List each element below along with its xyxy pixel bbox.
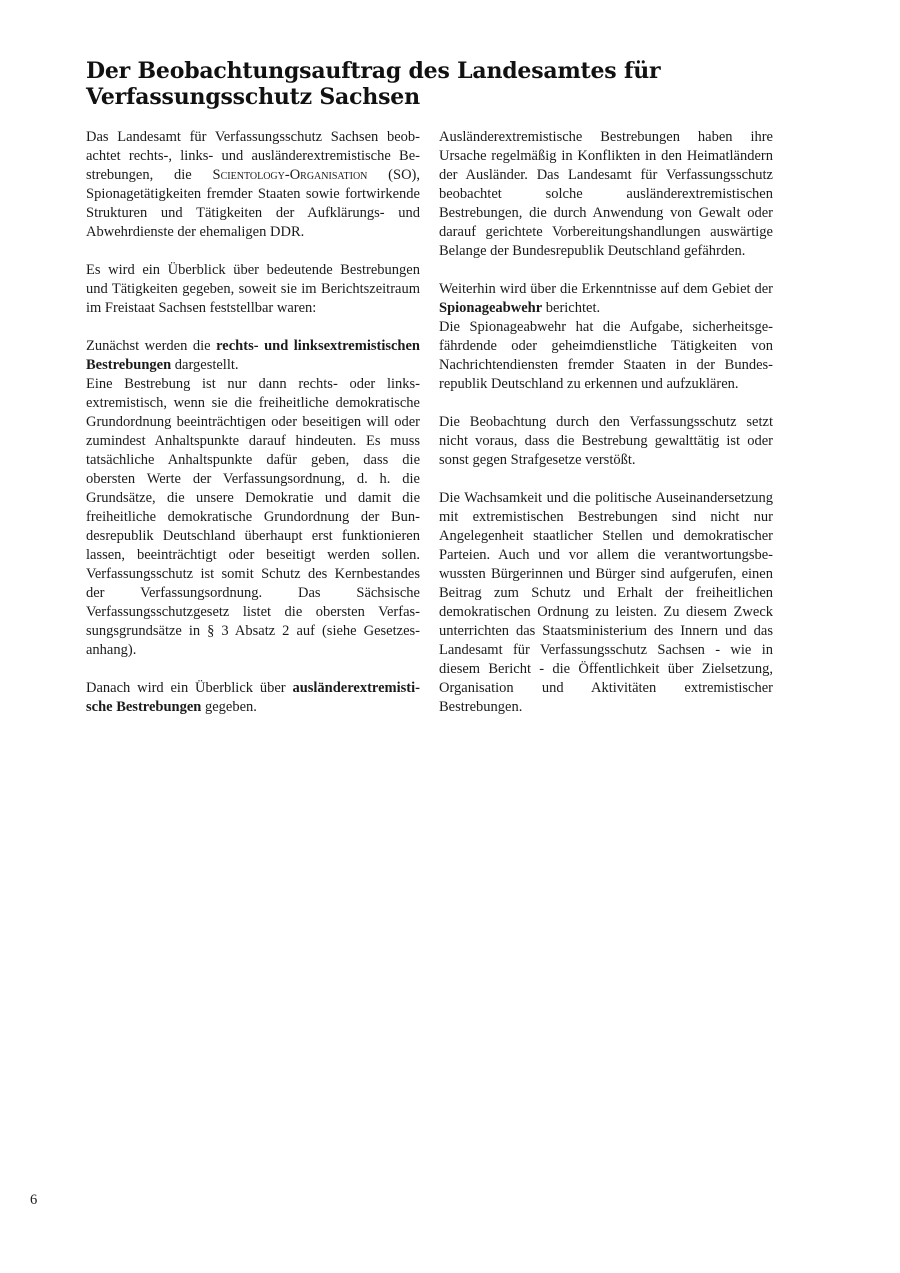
bold-term: Spionageabwehr <box>439 300 543 316</box>
page-title-line-1: Der Beobachtungsauftrag des Landesamtes für <box>86 58 661 84</box>
page-title-line-2: Verfassungsschutz Sachsen <box>86 84 420 110</box>
bold-term: ausländerextremistische Bestrebungen <box>86 680 420 715</box>
bold-term: rechts- und linksextremistischen Bestrebungen <box>86 338 420 373</box>
paragraph-foreign-extremism-causes: Ausländerextremistische Bestrebungen haben ihre Ursache regelmäßig in Konflikten in den Heimatländern der Ausländer. Das Landesamt für Verfassungsschutz beobachtet solche ausländerextremistischen Bestrebungen, die durch Anwendung von Gewalt oder darauf gerichtete Vorbereitungshandlungen auswärtige Belange der Bundesrepublik Deutschland gefährden. <box>439 129 773 259</box>
paragraph-counterespionage-task: Die Spionageabwehr hat die Aufgabe, sicherheitsgefährdende oder geheimdienstliche Tätigkeiten von Nachrichtendiensten fremder Staaten in der Bundesrepublik Deutschland zu erkennen und aufzuklären. <box>439 319 773 392</box>
left-column <box>86 128 420 736</box>
paragraph-right-left-extremism <box>86 337 420 375</box>
text-fragment: gegeben. <box>201 699 257 715</box>
text-fragment: Das Landesamt für Verfassungsschutz Sachsen beobachtet rechts-, links- und ausländerextremistische Bestrebungen, die <box>86 129 420 183</box>
scientology-term: Scientology-Organisation <box>212 167 368 183</box>
paragraph-overview: Es wird ein Überblick über bedeutende Bestrebungen und Tätigkeiten gegeben, soweit sie im Berichtszeitraum im Freistaat Sachsen feststellbar waren: <box>86 262 420 316</box>
text-fragment: dargestellt. <box>171 357 239 373</box>
page-title <box>86 58 786 110</box>
page-number: 6 <box>30 1192 38 1208</box>
right-column <box>439 128 773 736</box>
text-fragment: berichtet. <box>542 300 601 316</box>
text-fragment: Weiterhin wird über die Erkenntnisse auf dem Gebiet der <box>439 281 773 297</box>
paragraph-foreign-extremism <box>86 679 420 717</box>
paragraph-observation-scope <box>86 128 420 242</box>
text-fragment: Zunächst werden die <box>86 338 217 354</box>
paragraph-counterespionage <box>439 280 773 318</box>
paragraph-vigilance: Die Wachsamkeit und die politische Auseinandersetzung mit extremistischen Bestrebungen sind nicht nur Angelegenheit staatlicher Stellen und demokratischer Parteien. Auch und vor allem die verantwortungsbewussten Bürgerinnen und Bürger sind aufgerufen, einen Beitrag zum Schutz und Erhalt der freiheitlichen demokratischen Ordnung zu leisten. Zu diesem Zweck unterrichten das Staatsministerium des Innern und das Landesamt für Verfassungsschutz Sachsen - wie in diesem Bericht - die Öffentlichkeit über Zielsetzung, Organisation und Aktivitäten extremistischer Bestrebungen. <box>439 490 773 715</box>
text-fragment: (SO), Spionagetätigkeiten fremder Staaten sowie fortwirkende Strukturen und Tätigkeiten der Aufklärungs- und Abwehrdienste der ehemaligen DDR. <box>86 167 420 240</box>
paragraph-extremism-definition: Eine Bestrebung ist nur dann rechts- oder linksextremistisch, wenn sie die freiheitliche demokratische Grundordnung beeinträchtigen oder beseitigen will oder zumindest Anhaltspunkte darauf hindeuten. Es muss tatsächliche Anhaltspunkte dafür geben, dass die obersten Werte der Verfassungsordnung, d. h. die Grundsätze, die unsere Demokratie und damit die freiheitliche demokratische Grundordnung der Bundesrepublik Deutschland überhaupt erst funktionieren lassen, beeinträchtigt oder beseitigt werden sollen. Verfassungsschutz ist somit Schutz des Kernbestandes der Verfassungsordnung. Das Sächsische Verfassungsschutzgesetz listet die obersten Verfassungsgrundsätze in § 3 Absatz 2 auf (siehe Gesetzesanhang). <box>86 376 420 658</box>
text-fragment: Danach wird ein Überblick über <box>86 680 293 696</box>
paragraph-observation-condition: Die Beobachtung durch den Verfassungsschutz setzt nicht voraus, dass die Bestrebung gewalttätig ist oder sonst gegen Strafgesetze verstößt. <box>439 414 773 468</box>
